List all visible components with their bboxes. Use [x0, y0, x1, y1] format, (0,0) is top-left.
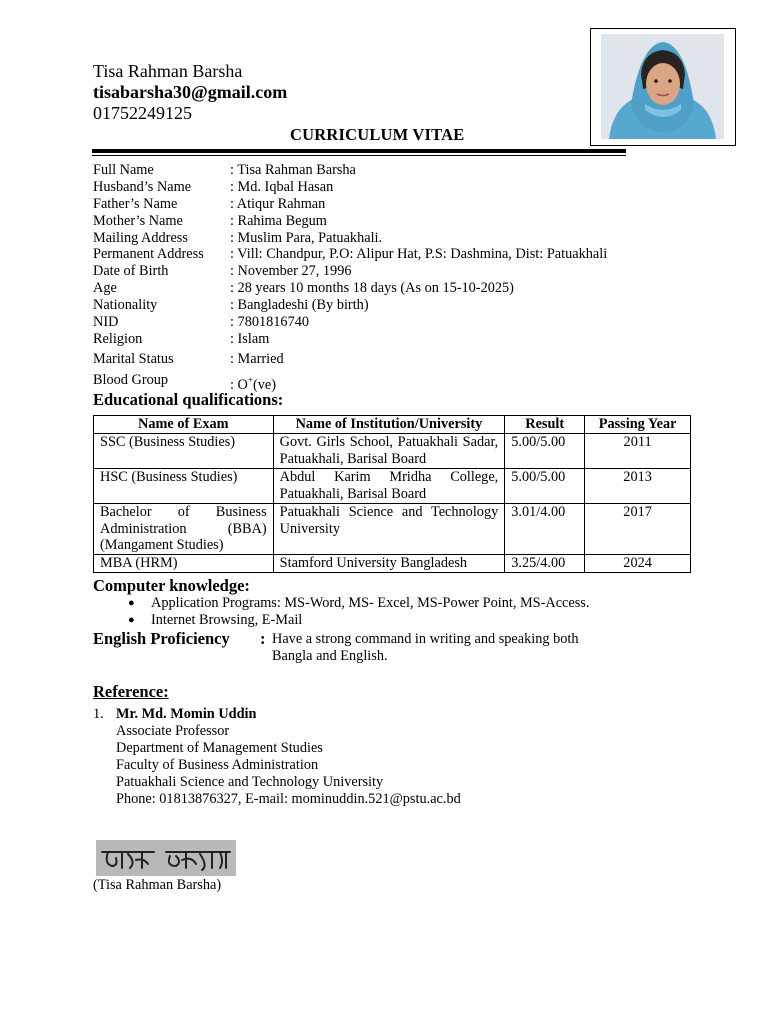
reference-line: Faculty of Business Administration [116, 756, 319, 773]
info-row-nationality [93, 297, 607, 314]
table-row [94, 468, 691, 503]
year-cell: 2011 [585, 434, 691, 469]
blood-group-suffix: (ve) [252, 376, 276, 393]
result-cell: 3.25/4.00 [505, 555, 585, 573]
year-cell: 2013 [585, 468, 691, 503]
signature-caption: (Tisa Rahman Barsha) [93, 877, 222, 893]
info-label: Nationality [93, 297, 158, 314]
table-row [94, 555, 691, 573]
education-heading: Educational qualifications: [93, 390, 284, 409]
column-header: Name of Exam [94, 416, 274, 434]
info-value: : Tisa Rahman Barsha [230, 162, 356, 178]
institution-cell: Govt. Girls School, Patuakhali Sadar, Patuakhali, Barisal Board [273, 434, 505, 469]
info-label: Permanent Address [93, 246, 204, 263]
info-row-marital-status [93, 351, 607, 368]
blood-group-prefix: : O [230, 376, 248, 393]
reference-number: 1. [93, 706, 104, 722]
info-value: : Atiqur Rahman [230, 195, 326, 212]
info-label: Blood Group [93, 371, 169, 388]
education-table [93, 415, 691, 573]
column-header: Passing Year [585, 416, 691, 434]
institution-cell: Stamford University Bangladesh [273, 555, 505, 573]
list-item [128, 595, 589, 612]
english-line-1: Have a strong command in writing and speaking both [272, 631, 579, 647]
info-value: : Islam [230, 330, 270, 347]
personal-info [93, 162, 608, 393]
column-header: Name of Institution/University [273, 416, 505, 434]
info-value: : 7801816740 [230, 314, 310, 331]
year-cell: 2024 [585, 555, 691, 573]
info-value: : Muslim Para, Patuakhali. [230, 229, 383, 246]
info-value: : November 27, 1996 [230, 263, 352, 280]
english-line-2: Bangla and English. [272, 648, 388, 664]
info-value: : Vill: Chandpur, P.O: Alipur Hat, P.S: Dashmina, Dist: Patuakhali [230, 246, 608, 263]
info-value: : 28 years 10 months 18 days (As on 15-10-2025) [230, 280, 514, 297]
result-cell: 5.00/5.00 [505, 468, 585, 503]
info-row-permanent-address [93, 246, 607, 263]
column-header: Result [505, 416, 585, 434]
exam-cell: SSC (Business Studies) [94, 434, 274, 469]
info-value: : Married [230, 350, 284, 367]
profile-photo [601, 34, 724, 139]
applicant-phone: 01752249125 [93, 103, 192, 123]
computer-heading: Computer knowledge: [93, 576, 250, 595]
info-label: Age [93, 280, 117, 297]
header-divider-thick [92, 149, 626, 153]
english-description [272, 631, 622, 665]
table-row [94, 503, 691, 555]
info-row-religion [93, 331, 607, 348]
signature-image [96, 840, 236, 876]
english-colon: : [260, 629, 266, 648]
info-label: Marital Status [93, 350, 174, 367]
list-item-text: Application Programs: MS-Word, MS- Excel, MS-Power Point, MS-Access. [151, 595, 590, 611]
year-cell: 2017 [585, 503, 691, 555]
institution-cell: Patuakhali Science and Technology University [273, 503, 505, 555]
info-value: : Md. Iqbal Hasan [230, 178, 334, 195]
info-label: Husband’s Name [93, 178, 192, 195]
info-row-age [93, 280, 607, 297]
info-row-husband-name [93, 179, 607, 196]
reference-line: Department of Management Studies [116, 739, 323, 756]
header-divider-thin [92, 155, 626, 156]
list-item [128, 612, 589, 629]
reference-block [116, 706, 461, 807]
info-value: : Bangladeshi (By birth) [230, 297, 369, 314]
info-row-mother-name [93, 213, 607, 230]
institution-cell: Abdul Karim Mridha College, Patuakhali, Barisal Board [273, 468, 505, 503]
info-label: Religion [93, 330, 143, 347]
info-label: Date of Birth [93, 263, 169, 280]
info-label: Mother’s Name [93, 212, 183, 229]
info-value: : Rahima Begum [230, 212, 327, 229]
info-row-blood-group [93, 371, 607, 393]
result-cell: 3.01/4.00 [505, 503, 585, 555]
info-value [230, 372, 276, 393]
table-row [94, 434, 691, 469]
info-label: Father’s Name [93, 195, 178, 212]
info-row-mailing-address [93, 230, 607, 247]
exam-cell: HSC (Business Studies) [94, 468, 274, 503]
exam-cell: MBA (HRM) [94, 555, 274, 573]
document-title: CURRICULUM VITAE [290, 125, 465, 144]
applicant-email: tisabarsha30@gmail.com [93, 82, 288, 102]
computer-list [128, 595, 589, 629]
exam-cell: Bachelor of Business Administration (BBA) (Mangament Studies) [94, 503, 274, 555]
bullet-icon: ● [128, 614, 135, 626]
applicant-name: Tisa Rahman Barsha [93, 61, 243, 81]
profile-photo-frame [590, 28, 736, 146]
info-label: Mailing Address [93, 229, 188, 246]
list-item-text: Internet Browsing, E-Mail [151, 612, 303, 628]
info-row-nid [93, 314, 607, 331]
info-row-date-of-birth [93, 263, 607, 280]
info-label: NID [93, 314, 119, 331]
english-heading: English Proficiency [93, 629, 230, 648]
reference-line: Patuakhali Science and Technology University [116, 773, 384, 790]
table-header-row [94, 416, 691, 434]
result-cell: 5.00/5.00 [505, 434, 585, 469]
reference-line: Phone: 01813876327, E-mail: mominuddin.521@pstu.ac.bd [116, 790, 461, 807]
info-label: Full Name [93, 162, 154, 178]
info-row-full-name [93, 162, 607, 179]
reference-line: Associate Professor [116, 722, 230, 739]
reference-heading: Reference: [93, 682, 169, 701]
bullet-icon: ● [128, 597, 135, 609]
reference-name: Mr. Md. Momin Uddin [116, 706, 257, 722]
blood-group-sign: + [247, 374, 253, 385]
info-row-father-name [93, 196, 607, 213]
